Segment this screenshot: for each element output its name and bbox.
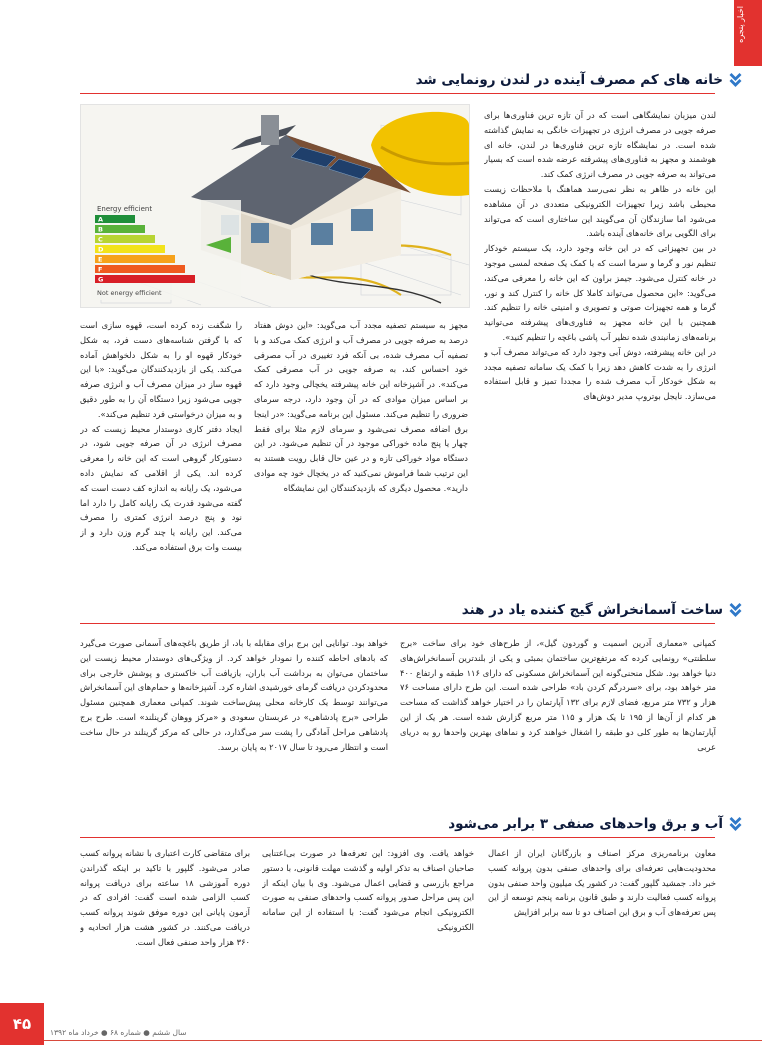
- paragraph: در این خانه پیشرفته، دوش آبی وجود دارد که می‌تواند مصرف آب و انرژی را به شدت کاهش دهد زیرا با کمک یک سامانه تصفیه مجدد به شکل خودکار آب مصرف شده را مجددا تمیز و قابل استفاده می‌سازد. نایجل بوتروپ مدیر دوش‌های: [484, 346, 716, 402]
- grade-label: C: [98, 235, 103, 244]
- chart-bottom-label: Not energy efficient: [97, 289, 162, 297]
- article2-column-right: [400, 636, 716, 796]
- chevron-down-icon: [729, 601, 742, 619]
- grade-label: G: [98, 275, 104, 284]
- article3-column-middle: [262, 846, 474, 996]
- paragraph: را شگفت زده کرده است، قهوه سازی است که با گرفتن شناسه‌های دست فرد، به شکل خودکار قهوه او را به شکل دلخواهش آماده می‌کند. یکی از بازدیدکنندگان می‌گوید: «با این قهوه ساز در میزان مصرف آب و انرژی صرفه جویی می‌شود زیرا دستگاه آن را به طور دقیق و به میزان درخواستی فرد تنظیم می‌کند».: [80, 320, 242, 419]
- section-tab-label: اخبار پنجره: [736, 6, 745, 43]
- heading-rule: [80, 623, 715, 624]
- grade-label: D: [98, 245, 104, 254]
- grade-label: A: [98, 215, 104, 224]
- paragraph: معاون برنامه‌ریزی مرکز اصناف و بازرگانان ایران از اعمال محدودیت‌هایی تعرفه‌ای برای واحدهای صنفی بدون پروانه کسب خبر داد. جمشید گلپور گفت: در کشور یک میلیون واحد صنفی بدون پروانه کسب فعالیت دارند و طبق قانون برنامه پنجم توسعه از این پس تعرفه‌های آب و برق این اصناف دو تا سه برابر افزایش: [488, 848, 716, 918]
- article3-column-left: [80, 846, 250, 996]
- grade-label: B: [98, 225, 103, 234]
- article1-heading: [42, 68, 742, 92]
- paragraph: برای متقاضی کارت اعتباری با نشانه پروانه کسب صادر می‌شود. گلپور با تاکید بر اینکه گذراندن دوره آموزشی ۱۸ ساعته برای دریافت پروانه کسب الزامی شده است گفت: افرادی که در آزمون پایانی این دوره موفق شوند پروانه کسب دریافت می‌کنند. در کشور هشت هزار اتحادیه و ۳۶۰ هزار واحد صنفی فعال است.: [80, 848, 250, 947]
- article2-title: ساخت آسمانخراش گیج کننده یاد در هند: [461, 602, 723, 618]
- paragraph: لندن میزبان نمایشگاهی است که در آن تازه ترین فناوری‌ها برای صرفه جویی در مصرف انرژی در تجهیزات خانگی به نمایش گذاشته شده است. در نمایشگاه تازه ترین فناوری‌ها در لندن، خانه ای هوشمند و مجهز به فناوری‌های پیشرفته عرضه شده است که بسیار می‌تواند به صرفه جویی در مصرف انرژی کمک کند.: [484, 110, 716, 180]
- chevron-down-icon: [729, 71, 742, 89]
- eco-house-illustration: [81, 105, 469, 307]
- paragraph: ایجاد دفتر کاری دوستدار محیط زیست که در مصرف انرژی در آن صرفه جویی شود، در دستورکار گروهی است که این خانه را معرفی کرده اند. یکی از اقلامی که نمایش داده می‌شود، یک رایانه به اندازه کف دست است که گفته می‌شود قدرت یک رایانه کامل را دارد اما نود و پنج درصد انرژی کمتری را مصرف می‌کند. این رایانه یا چند گرم وزن دارد و از بیست وات برق استفاده می‌کند.: [80, 423, 242, 552]
- chevron-down-icon: [729, 815, 742, 833]
- page-number: ۴۵: [12, 1015, 32, 1033]
- grade-label: E: [98, 255, 103, 264]
- paragraph: مجهز به سیستم تصفیه مجدد آب می‌گوید: «این دوش هفتاد درصد به صرفه جویی در مصرف آب و انرژی کمک می‌کند و با تصفیه آب مصرف شده، بی آنکه فرد تغییری در آب مصرفی خود احساس کند، به صرفه جویی در آب مصرفی کمک می‌کند». در آشپزخانه این خانه پیشرفته یخچالی وجود دارد که بر اساس میزان موادی که در آن وجود دارد، درجه سرمای ضروری را تنظیم می‌کند. مسئول این برنامه می‌گوید: «در اینجا برق اضافه مصرف نمی‌شود و سرمای لازم مثلا برای فقط چهار یا پنج ماده خوراکی موجود در آن تنظیم می‌شود. در این دستگاه مواد خوراکی تازه و در عین حال قابل رویت هستند به این ترتیب شما فراموش نمی‌کنید که در یخچال خود چه موادی دارید». محصول دیگری که بازدیدکنندگان این نمایشگاه: [254, 320, 468, 493]
- section-tab: [734, 0, 762, 66]
- heading-rule: [80, 93, 715, 94]
- article2-heading: [42, 598, 742, 622]
- paragraph: خواهد یافت. وی افزود: این تعرفه‌ها در صورت بی‌اعتنایی صاحبان اصناف به تذکر اولیه و گذشت مهلت قانونی، با دستور مراجع بازرسی و قضایی اعمال می‌شود. وی با بیان اینکه از این پس مراحل صدور پروانه کسب واحدهای صنفی به صورت الکترونیکی انجام می‌شود گفت: با استفاده از این سامانه الکترونیکی: [262, 848, 474, 932]
- article1-column-left: [80, 318, 242, 586]
- article3-column-right: [488, 846, 716, 996]
- paragraph: در بین تجهیزاتی که در این خانه وجود دارد، یک سیستم خودکار تنظیم نور و گرما و سرما است که با کمک یک صفحه لمسی موجود در خانه کنترل می‌شود. جیمز براون که این خانه را معرفی می‌کند، می‌گوید: «این محصول می‌تواند کاملا کل خانه را کنترل کند و نور، گرما و همه تجهیزات صوتی و تصویری و امنیتی خانه را تنظیم کند. همچنین با این خانه مجهز به فناوری‌های پیشرفته می‌توانید برنامه‌های زمانبندی شده نظیر آب پاشی باغچه را تنظیم کنید».: [484, 243, 716, 342]
- heading-rule: [80, 837, 715, 838]
- article3-title: آب و برق واحدهای صنفی ۳ برابر می‌شود: [448, 816, 723, 832]
- article1-column-middle: [254, 318, 468, 586]
- issue-info: سال ششم ● شماره ۶۸ ● خرداد ماه ۱۳۹۲: [50, 1028, 187, 1037]
- article2-column-left: [80, 636, 388, 796]
- paragraph: کمپانی «معماری آدرین اسمیت و گوردون گیل»، از طرح‌های خود برای ساخت «برج سلطنتی» رونمایی کرده که مرتفع‌ترین ساختمان بمبئی و یکی از بلندترین آسمانخراش‌های دنیا خواهد بود. شکل منحنی‌گونه این آسمانخراش مسکونی که دارای ۱۱۶ طبقه و ارتفاع ۴۰۰ متر خواهد بود، برای «سردرگم کردن باد» طراحی شده است. این طرح دارای مساحت ۷۶ هزار و ۷۳۲ متر مربع، فضای لازم برای ۱۳۲ آپارتمان را در اختیار خواهد گذاشت که مساحت هر کدام از آن‌ها از ۱۹۵ تا یک هزار و ۱۱۵ متر مربع گزارش شده است. هر یک از این آپارتمان‌ها به طور کلی دو طبقه را اشغال خواهند کرد و نماهای بهترین واحدها رو به دریای عربی: [400, 638, 716, 752]
- article1-image: [80, 104, 470, 308]
- chart-top-label: Energy efficient: [97, 205, 153, 213]
- article1-column-right: [484, 108, 716, 586]
- article1-title: خانه های کم مصرف آینده در لندن رونمایی شد: [415, 72, 723, 88]
- article3-heading: [42, 812, 742, 836]
- paragraph: خواهد بود. توانایی این برج برای مقابله با باد، از طریق باغچه‌های آسمانی صورت می‌گیرد که بادهای احاطه کننده را نمودار خواهد کرد. از ویژگی‌های دوستدار محیط زیست این ساختمان می‌توان به برداشت آب باران، بازیافت آب خاکستری و پوشش خارجی برای محدودکردن دریافت گرمای خورشیدی اشاره کرد. آشپزخانه‌ها و حمام‌های این آسمانخراش می‌توانند توسط یک کارخانه محلی پیش‌ساخت شوند. کمپانی معماری همچنین مسئول طراحی «برج پادشاهی» در عربستان سعودی و «مرکز ووهان گرینلند» است. طرح برج پادشاهی مراحل آمادگی را پشت سر می‌گذارد، در حالی که مرکز گرینلند در حال ساخت است و انتظار می‌رود تا سال ۲۰۱۷ به پایان برسد.: [80, 638, 388, 752]
- footer-rule: [44, 1040, 762, 1041]
- paragraph: این خانه در ظاهر به نظر نمی‌رسد هماهنگ با ملاحظات زیست محیطی باشد زیرا تجهیزات الکترونیکی متعددی در آن مشاهده می‌شود اما سازندگان آن می‌گویند این ساختاری است که می‌تواند برای الگویی برای خانه‌های آینده باشد.: [484, 183, 716, 239]
- grade-label: F: [98, 265, 103, 274]
